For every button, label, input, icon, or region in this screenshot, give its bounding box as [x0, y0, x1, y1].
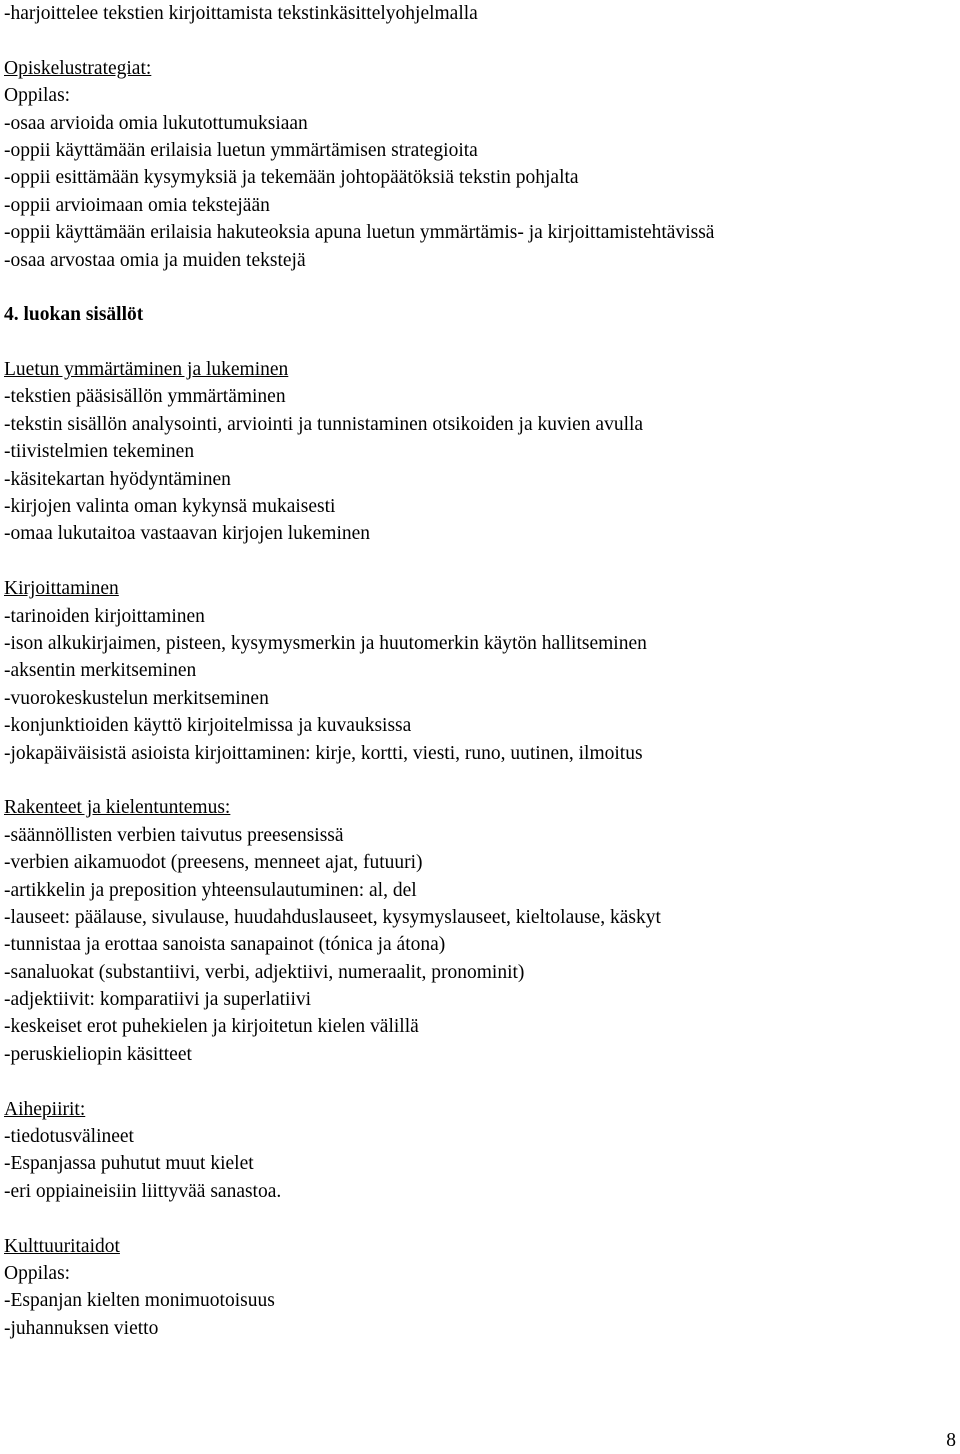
- culture-subject: Oppilas:: [4, 1262, 71, 1284]
- list-item: -konjunktioiden käyttö kirjoitelmissa ja kuvauksissa: [4, 715, 412, 737]
- list-item: -tiivistelmien tekeminen: [4, 441, 195, 463]
- list-item: -aksentin merkitseminen: [4, 660, 197, 682]
- spacer: [4, 329, 944, 356]
- strategies-heading: Opiskelustrategiat:: [4, 57, 152, 79]
- writing-section: [4, 575, 944, 767]
- list-item: -Espanjan kielten monimuotoisuus: [4, 1290, 275, 1312]
- spacer: [4, 1068, 944, 1095]
- spacer: [4, 274, 944, 301]
- list-item: -osaa arvostaa omia ja muiden tekstejä: [4, 249, 306, 271]
- list-item: -osaa arvioida omia lukutottumuksiaan: [4, 112, 308, 134]
- spacer: [4, 548, 944, 575]
- strategies-section: [4, 55, 944, 274]
- spacer: [4, 1205, 944, 1232]
- topics-section: [4, 1096, 944, 1206]
- spacer: [4, 27, 944, 54]
- culture-section: [4, 1233, 944, 1343]
- list-item: -vuorokeskustelun merkitseminen: [4, 687, 269, 709]
- reading-heading: Luetun ymmärtäminen ja lukeminen: [4, 359, 289, 381]
- list-item: -omaa lukutaitoa vastaavan kirjojen lukeminen: [4, 523, 371, 545]
- page-number: 8: [946, 1430, 956, 1451]
- list-item: -keskeiset erot puhekielen ja kirjoitetun kielen välillä: [4, 1016, 419, 1038]
- intro-line: -harjoittelee tekstien kirjoittamista tekstinkäsittelyohjelmalla: [4, 3, 478, 24]
- list-item: -tekstien pääsisällön ymmärtäminen: [4, 386, 286, 408]
- reading-section: [4, 356, 944, 548]
- strategies-subject: Oppilas:: [4, 85, 71, 107]
- list-item: -tiedotusvälineet: [4, 1126, 134, 1148]
- list-item: -lauseet: päälause, sivulause, huudahduslauseet, kysymyslauseet, kieltolause, käskyt: [4, 906, 661, 928]
- list-item: -tarinoiden kirjoittaminen: [4, 605, 205, 627]
- list-item: -artikkelin ja preposition yhteensulautuminen: al, del: [4, 879, 417, 901]
- list-item: -verbien aikamuodot (preesens, menneet ajat, futuuri): [4, 852, 423, 874]
- spacer: [4, 767, 944, 794]
- list-item: -jokapäiväisistä asioista kirjoittaminen: kirje, kortti, viesti, runo, uutinen, ilmoitus: [4, 742, 643, 764]
- list-item: -kirjojen valinta oman kykynsä mukaisesti: [4, 496, 336, 518]
- list-item: -käsitekartan hyödyntäminen: [4, 468, 231, 490]
- list-item: -säännöllisten verbien taivutus preesensissä: [4, 824, 344, 846]
- list-item: -peruskieliopin käsitteet: [4, 1043, 192, 1065]
- list-item: -tunnistaa ja erottaa sanoista sanapainot (tónica ja átona): [4, 934, 446, 956]
- list-item: -Espanjassa puhutut muut kielet: [4, 1153, 254, 1175]
- list-item: -eri oppiaineisiin liittyvää sanastoa.: [4, 1180, 282, 1202]
- list-item: -adjektiivit: komparatiivi ja superlatiivi: [4, 989, 312, 1011]
- topics-heading: Aihepiirit:: [4, 1098, 86, 1120]
- culture-heading: Kulttuuritaidot: [4, 1235, 120, 1257]
- list-item: -oppii käyttämään erilaisia hakuteoksia apuna luetun ymmärtämis- ja kirjoittamistehtävissä: [4, 222, 715, 244]
- list-item: -ison alkukirjaimen, pisteen, kysymysmerkin ja huutomerkin käytön hallitseminen: [4, 632, 647, 654]
- list-item: -sanaluokat (substantiivi, verbi, adjektiivi, numeraalit, pronominit): [4, 961, 525, 983]
- structures-heading: Rakenteet ja kielentuntemus:: [4, 797, 231, 819]
- structures-section: [4, 794, 944, 1068]
- contents-title: 4. luokan sisällöt: [4, 304, 144, 326]
- document-page: [4, 0, 944, 1342]
- list-item: -oppii käyttämään erilaisia luetun ymmärtämisen strategioita: [4, 139, 478, 161]
- list-item: -juhannuksen vietto: [4, 1317, 159, 1339]
- list-item: -oppii esittämään kysymyksiä ja tekemään johtopäätöksiä tekstin pohjalta: [4, 167, 579, 189]
- list-item: -oppii arvioimaan omia tekstejään: [4, 194, 270, 216]
- writing-heading: Kirjoittaminen: [4, 578, 119, 600]
- list-item: -tekstin sisällön analysointi, arviointi ja tunnistaminen otsikoiden ja kuvien avulla: [4, 413, 644, 435]
